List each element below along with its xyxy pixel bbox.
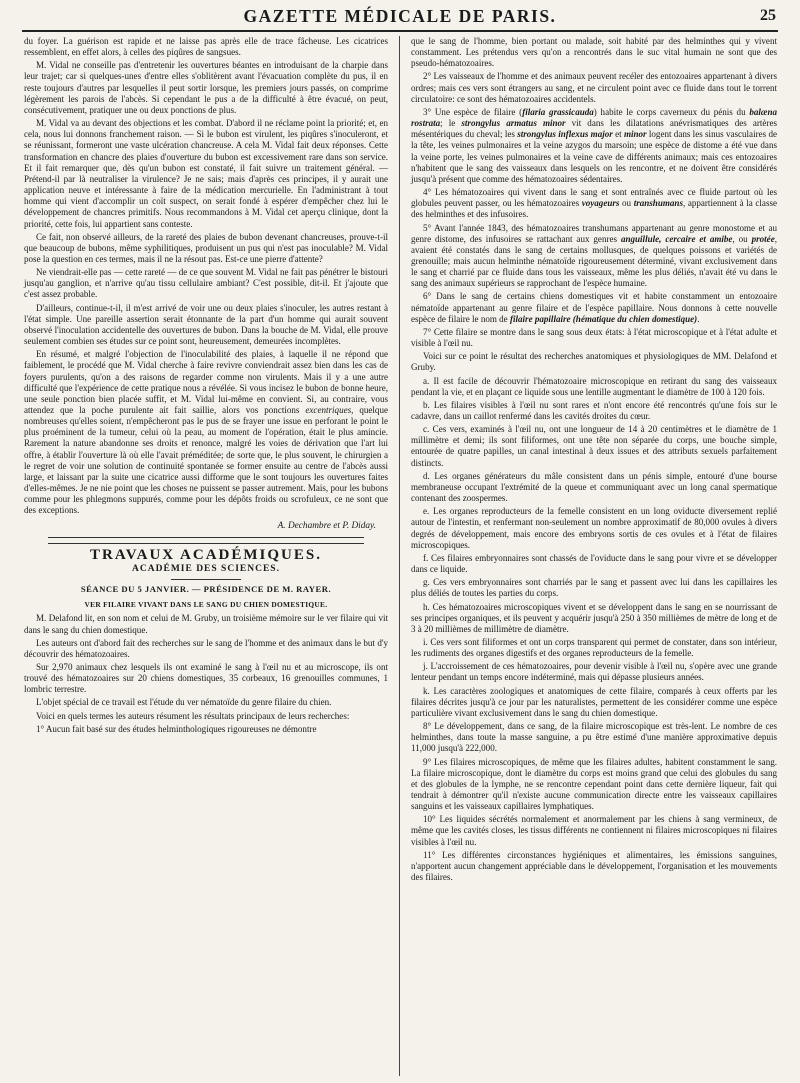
paragraph: 7° Cette filaire se montre dans le sang sous deux états: à l'état microscopique et à l'état adulte et visible à l'œil nu. bbox=[411, 326, 777, 349]
paragraph: j. L'accroissement de ces hématozoaires, pour devenir visible à l'œil nu, s'opère avec une grande lenteur pendant un temps encore indéterminé, mais qui dépasse plusieurs années. bbox=[411, 661, 777, 683]
paragraph: c. Ces vers, examinés à l'œil nu, ont une longueur de 14 à 20 centimètres et le diamètre de 1 millimètre et demi; ils sont filiformes, ont une tête non séparée du corps, une bouche simple, entourée de quatre papilles, un canal intestinal à deux issues et des attributs sexuels parfaitement distincts. bbox=[411, 424, 777, 468]
paragraph: Ce fait, non observé ailleurs, de la rareté des plaies de bubon devenant chancreuses, prouve-t-il que beaucoup de bubons, même syphilitiques, produisent un pus qui n'est pas inoculable? M. Vidal pose la question en ces termes, mais il ne la résout pas. Est-ce une pierre d'attente? bbox=[24, 231, 388, 264]
paragraph: du foyer. La guérison est rapide et ne laisse pas après elle de trace fâcheuse. Les cicatrices ressemblent, en effet alors, à celles des piqûres de sangsues. bbox=[24, 36, 388, 58]
paragraph: 6° Dans le sang de certains chiens domestiques vit et habite constamment un entozoaire nématoïde appartenant au genre filaire et de l'espèce papillaire. Nous donnons à cette nouvelle espèce de filaire le nom de filaire papillaire (hématique du chien domestique). bbox=[411, 291, 777, 324]
column-divider bbox=[399, 36, 400, 1076]
paragraph: 3° Une espèce de filaire (filaria grassicauda) habite le corps caverneux du pénis du balæna rostrata; le strongylus armatus minor vit dans les dilatations anévrismatiques des artères mésentériques du cheval; les strongylus inflexus major et minor logent dans les sinus vasculaires de la tête, les veines pulmonaires et la veine azygos du marsoin; une espèce de distome a été vue dans la veine porte, les veines pulmonaires et la veine cave de différents animaux; mais ces entozoaires n'habitent que le sang des vaisseaux dans lesquels on les rencontre, et ne doivent être considérés jusqu'à présent que comme des hématozoaires sédentaires. bbox=[411, 106, 777, 184]
paragraph: M. Vidal ne conseille pas d'entretenir les ouvertures béantes en introduisant de la charpie dans leur trajet; car si quelques-unes d'entre elles s'oblitèrent avant l'évacuation complète du pus, il en reste toujours d'autres par lesquelles il peut sortir lorsque, les premiers jours passés, on comprime légèrement les parois de l'abcès. Si cependant le pus a de la difficulté à être évacué, on peut, consécutivement, pratiquer une ou deux ponctions de plus. bbox=[24, 60, 388, 115]
paragraph: i. Ces vers sont filiformes et ont un corps transparent qui permet de constater, dans son intérieur, les rudiments des organes digestifs et des organes reproducteurs de la femelle. bbox=[411, 636, 777, 659]
paragraph: En résumé, et malgré l'objection de l'inoculabilité des plaies, à laquelle il ne répond que faiblement, le procédé que M. Vidal cherche à faire revivre conviendrait assez bien dans les cas de foyers purulents, qu'on a des raisons de regarder comme non virulents. Mais il y a une autre difficulté que l'expérience de cette pratique nous a révélée. Si vous incisez le bubon de bonne heure, une seule ponction bien placée suffit, et M. Vidal lui-même en convient. Si, au contraire, vous attendez que la poche purulente ait fait saillie, alors vos ponctions excentriques, quelque nombreuses qu'elles soient, n'empêcheront pas le pus de se frayer une issue en perforant le point le plus proéminent de la tumeur, celui où la peau, au moment de l'opération, était le plus amincie. Rarement la nature abandonne ses droits et renonce, malgré les voies de dérivation que l'art lui offre, à établir l'ouverture là où elle l'avait préméditée; de sorte que, le plus souvent, le chirurgien a le regret de voir une solution de continuité spontanée se former ensuite au centre de l'abcès aussi large, et laissant par la suite une cicatrice aussi difforme que le sont toujours les ouvertures faites d'elles-mêmes. Je ne nie point que les choses ne puissent se passer autrement. Mais, pour les bubons comme pour les phlegmons suppurés, comme pour les dépôts froids ou scrofuleux, ce ne sont que des exceptions. bbox=[24, 349, 388, 516]
paragraph: que le sang de l'homme, bien portant ou malade, soit habité par des helminthes qui y vivent constamment. Les prétendus vers qu'on a rencontrés dans le suc vital humain ne sont que des pseudo-hématozoaires. bbox=[411, 36, 777, 69]
paragraph: k. Les caractères zoologiques et anatomiques de cette filaire, comparés à ceux offerts par les filaires décrites jusqu'à ce jour par les naturalistes, permettent de les considérer comme une espèce particulière vivant exclusivement dans le sang du chien domestique. bbox=[411, 685, 777, 718]
seance-heading: SÉANCE DU 5 JANVIER. — PRÉSIDENCE DE M. RAYER. bbox=[80, 584, 332, 595]
left-column bbox=[24, 36, 388, 737]
paragraph: 1° Aucun fait basé sur des études helminthologiques rigoureuses ne démontre bbox=[36, 723, 317, 734]
paragraph: h. Ces hématozoaires microscopiques vivent et se développent dans le sang en se nourrissant de ses principes organiques, et ils peuvent y acquérir jusqu'à 250 à 350 millièmes de mètre de long et de 3 à 20 millièmes de millimètre de diamètre. bbox=[411, 601, 777, 634]
paragraph: D'ailleurs, continue-t-il, il m'est arrivé de voir une ou deux plaies s'inoculer, les autres restant à l'état simple. Une pareille assertion serait étonnante de la part d'un homme qui aurait souvent observé l'inoculation accidentelle des ouvertures de bubon. Dans la bouche de M. Vidal, elle prouve seulement combien ses études sur ce point sont, heureusement, demeurées incomplètes. bbox=[24, 302, 388, 347]
paragraph: b. Les filaires visibles à l'œil nu sont rares et n'ont encore été rencontrés qu'une fois sur le cadavre, dans un caillot renfermé dans les cavités droites du cœur. bbox=[411, 399, 777, 421]
journal-title: GAZETTE MÉDICALE DE PARIS. bbox=[243, 6, 557, 26]
paragraph: 11° Les différentes circonstances hygiéniques et alimentaires, les émissions sanguines, n'apportent aucun changement appréciable dans le développement, l'organisation et les mouvements des filaires. bbox=[411, 849, 777, 883]
right-column bbox=[411, 36, 777, 885]
paragraph: Sur 2,970 animaux chez lesquels ils ont examiné le sang à l'œil nu et au microscope, ils ont trouvé des hématozoaires sur 20 chiens domestiques, 35 corbeaux, 16 grenouilles communes, 1 lombric terrestre. bbox=[24, 661, 388, 695]
paragraph: 2° Les vaisseaux de l'homme et des animaux peuvent recéler des entozoaires appartenant à divers ordres; mais ces vers sont étrangers au sang, et ne circulent point avec ce fluide dans tout le torrent circulatoire: ce sont des hématozoaires accidentels. bbox=[411, 71, 777, 104]
paragraph: a. Il est facile de découvrir l'hématozoaire microscopique en retirant du sang des vaisseaux pendant la vie, et en plaçant ce liquide sous une lentille augmentant le diamètre de 100 à 120 fois. bbox=[411, 375, 777, 397]
article-signature: A. Dechambre et P. Diday. bbox=[277, 520, 376, 531]
section-rule bbox=[48, 543, 364, 544]
paragraph: 10° Les liquides sécrétés normalement et anormalement par les chiens à sang vermineux, de même que les cavités closes, les tissus différents ne contiennent ni filaires microscopiques ni filaires visibles à l'œil nu. bbox=[411, 814, 777, 847]
paragraph: 4° Les hématozoaires qui vivent dans le sang et sont entraînés avec ce fluide partout où les globules peuvent passer, ou les hématozoaires voyageurs ou transhumans, appartiennent à la classe des helminthes et des infusoires. bbox=[411, 187, 778, 220]
paragraph: Ne viendrait-elle pas — cette rareté — de ce que souvent M. Vidal ne fait pas pénétrer le bistouri jusqu'au ganglion, et n'arrive qu'au tissu cellulaire ambiant? C'est possible, dit-il. Et j'ajoute que c'est assez probable. bbox=[24, 267, 388, 300]
memoir-title: VER FILAIRE VIVANT DANS LE SANG DU CHIEN DOMESTIQUE. bbox=[84, 600, 328, 610]
paragraph: f. Ces filaires embryonnaires sont chassés de l'oviducte dans le sang pour vivre et se développer dans ce liquide. bbox=[411, 552, 777, 575]
paragraph: Voici en quels termes les auteurs résument les résultats principaux de leurs recherches: bbox=[36, 710, 350, 721]
paragraph: 5° Avant l'année 1843, des hématozoaires transhumans appartenant au genre monostome et au genre distome, des infusoires se rattachant aux genres anguillule, cercaire et amibe, ou protée, avaient été constatés dans le sang de certains mollusques, de quelques poissons et variétés de grenouille; mais aucun helminthe nématoïde rigoureusement déterminé, vivant exclusivement dans le sang et charrié par ce fluide dans tous les vaisseaux, même les plus déliés, n'avait été vu dans le sang des animaux supérieurs se rapprochant de l'espèce humaine. bbox=[411, 222, 777, 289]
paragraph: Les auteurs ont d'abord fait des recherches sur le sang de l'homme et des animaux dans le but d'y découvrir des hématozoaires. bbox=[24, 637, 388, 659]
paragraph: Voici sur ce point le résultat des recherches anatomiques et physiologiques de MM. Delafond et Gruby. bbox=[411, 351, 777, 373]
academy-heading: ACADÉMIE DES SCIENCES. bbox=[132, 563, 280, 574]
paragraph: 9° Les filaires microscopiques, de même que les filaires adultes, habitent constamment le sang. La filaire microscopique, dont le diamètre du corps est moins grand que celui des globules du sang et des globules de la lymphe, ne se rencontre cependant point dans cette dernière liqueur, fait qui tendrait à démontrer qu'il n'existe aucune communication directe entre les vaisseaux capillaires sanguins et les vaisseaux capillaires lymphatiques. bbox=[411, 756, 777, 812]
page-header bbox=[22, 6, 778, 32]
paragraph: d. Les organes générateurs du mâle consistent dans un pénis simple, entouré d'une bourse membraneuse occupant l'extrémité de la queue et communiquant avec un long canal spermatique contenant des zoospermes. bbox=[411, 470, 777, 504]
paragraph: L'objet spécial de ce travail est l'étude du ver nématoïde du genre filaire du chien. bbox=[36, 697, 332, 708]
paragraph: e. Les organes reproducteurs de la femelle consistent en un long oviducte diversement replié autour de l'intestin, et renfermant non-seulement un nombre approximatif de 80,000 ovules à divers degrés de développement, mais encore des embryons sortis de ces ovules et à l'état de filaires microscopiques. bbox=[411, 506, 777, 550]
paragraph: M. Delafond lit, en son nom et celui de M. Gruby, un troisième mémoire sur le ver filaire qui vit dans le sang du chien domestique. bbox=[24, 613, 388, 635]
paragraph: 8° Le développement, dans ce sang, de la filaire microscopique est très-lent. Le nombre de ces helminthes, dans toute la masse sanguine, a pu être estimé d'une manière approximative depuis 11,000 jusqu'à 222,000. bbox=[411, 721, 777, 754]
paragraph: g. Ces vers embryonnaires sont charriés par le sang et passent avec lui dans les capillaires les plus déliés de toutes les parties du corps. bbox=[411, 577, 777, 599]
section-rule bbox=[48, 537, 364, 538]
small-rule bbox=[171, 579, 241, 580]
paragraph: M. Vidal va au devant des objections et les combat. D'abord il ne réclame point la priorité; et, en cela, nous lui donnons franchement raison. — Si le bubon est virulent, les piqûres s'inoculeront, et se réunissant, formeront une vaste ulcération chancreuse. A cela M. Vidal fait deux réponses. Cette transformation en chancre des plaies d'ouverture du bubon est excessivement rare dans son service. Et il fait remarquer que, dès qu'un bubon est constaté, il fait suivre un traitement général. — Prétend-il par là neutraliser la virulence? Je ne sais; mais d'après ces principes, il y aurait une application neuve et intéressante à faire de la médication mercurielle. En l'administrant à tout homme qui vient d'accomplir un coït suspect, on serait fondé à espérer d'empêcher chez lui le développement de chancres primitifs. Nous recommandons à M. Vidal cet aperçu clinique, dont la priorité, cette fois, lui appartient sans conteste. bbox=[24, 118, 388, 229]
page-number: 25 bbox=[760, 7, 776, 24]
section-title: TRAVAUX ACADÉMIQUES. bbox=[90, 546, 322, 563]
